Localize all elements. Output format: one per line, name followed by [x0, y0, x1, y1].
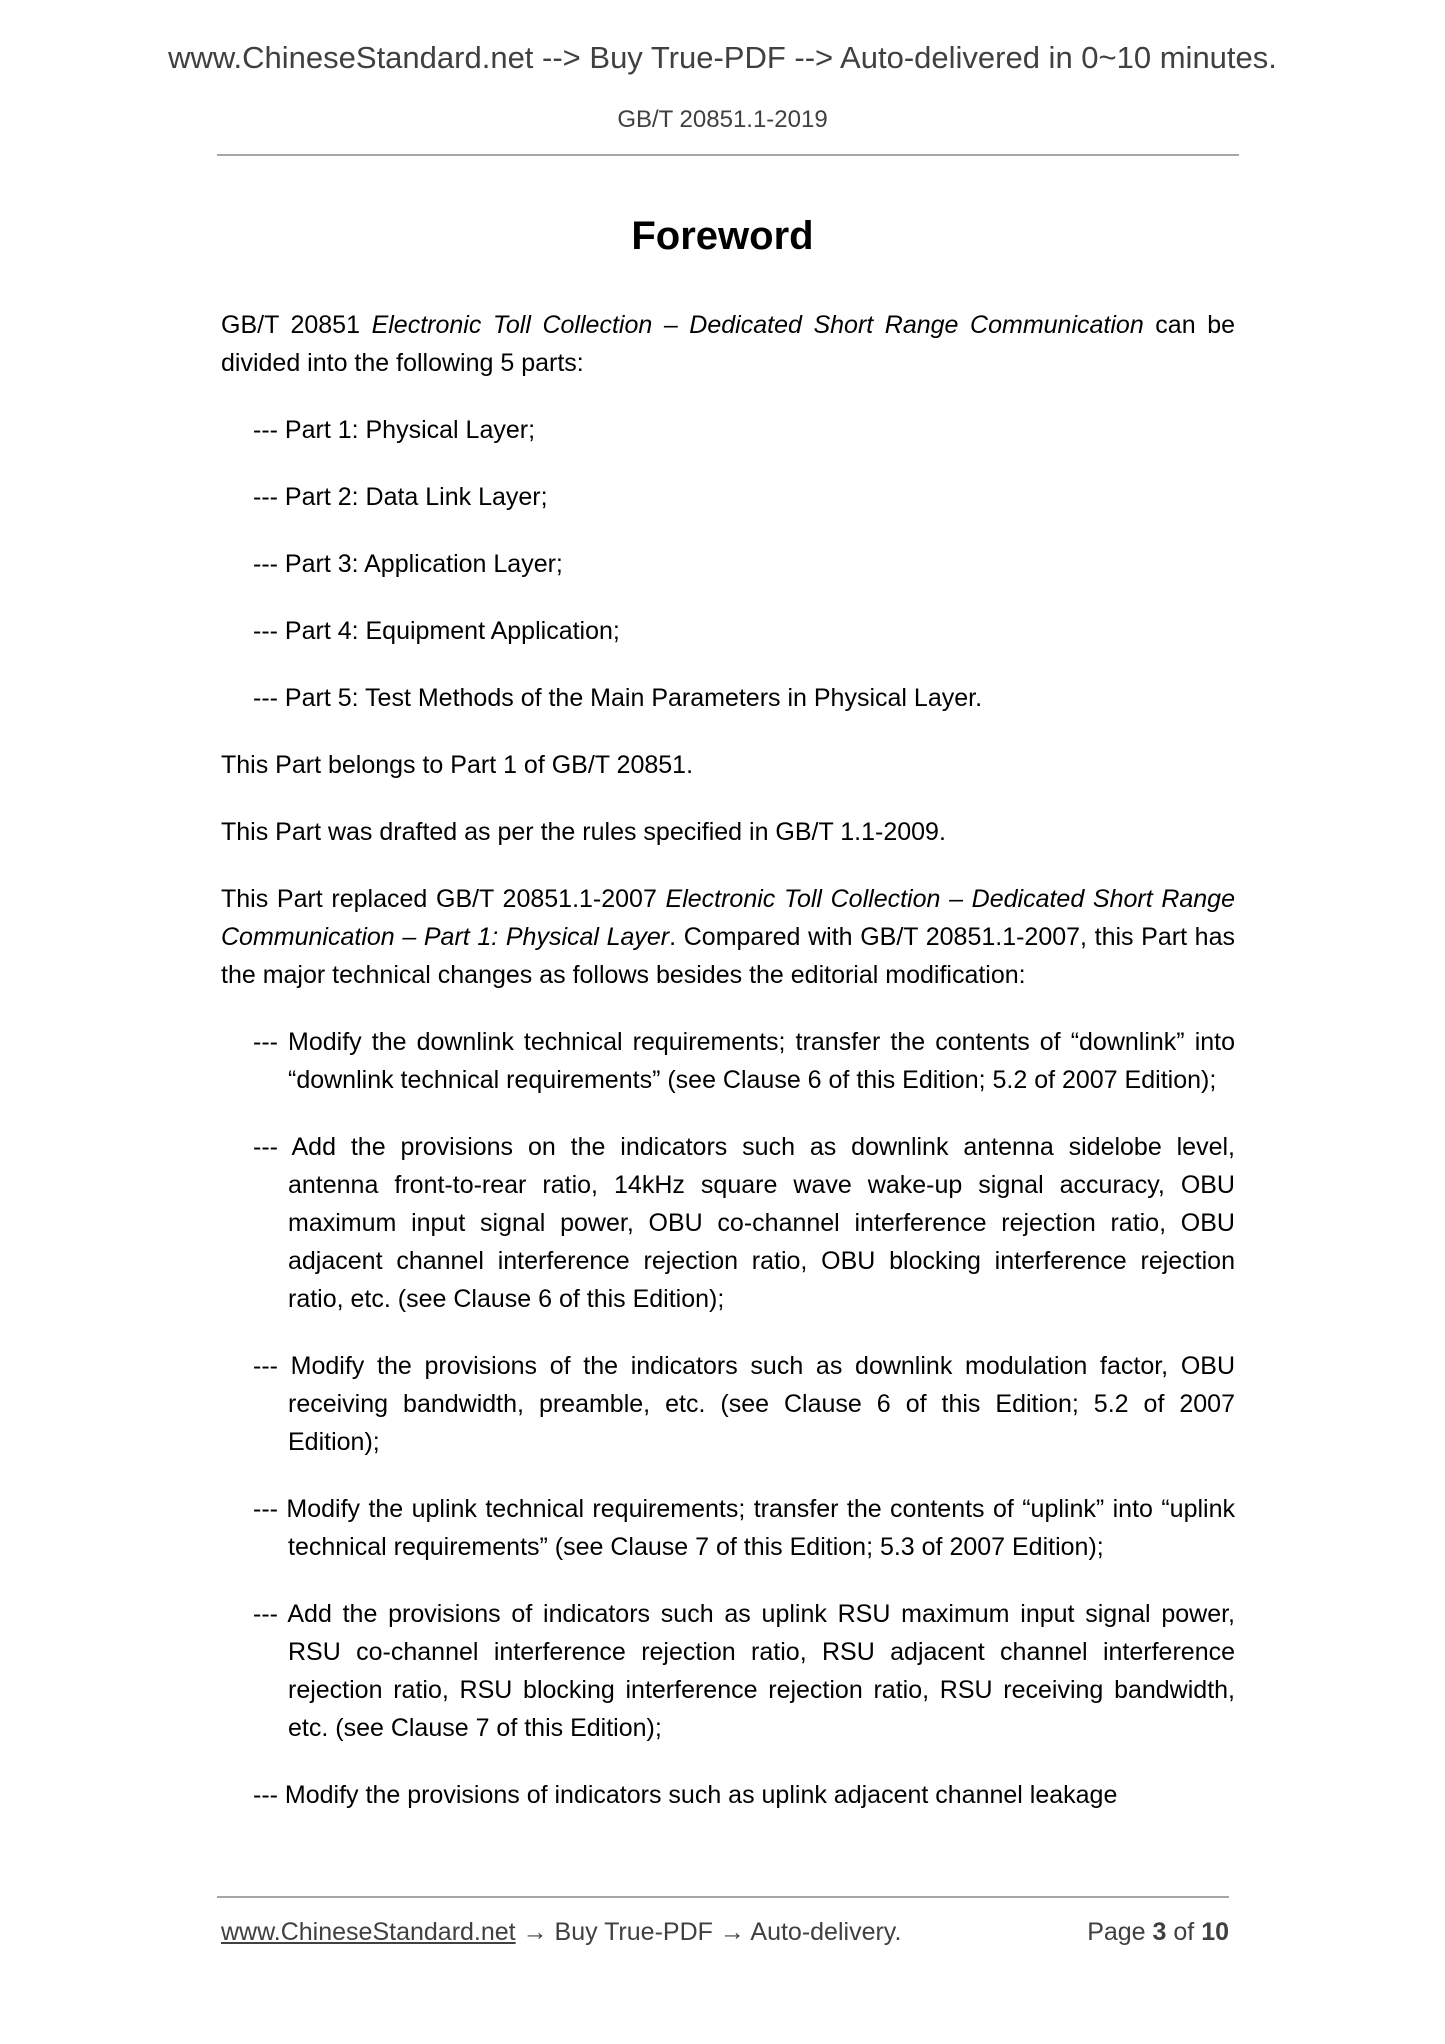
part-item: --- Part 4: Equipment Application;	[253, 617, 620, 645]
change-item: --- Modify the provisions of the indicators such as downlink modulation factor, OBU receiving bandwidth, preamble, etc. (see Clause 6 of this Edition; 5.2 of 2007 Edition);	[253, 1352, 1235, 1456]
total-pages: 10	[1201, 1918, 1229, 1946]
footer-text: → Buy True-PDF → Auto-delivery.	[515, 1918, 902, 1946]
text: This Part replaced GB/T 20851.1-2007	[221, 885, 666, 913]
part-item: --- Part 5: Test Methods of the Main Parameters in Physical Layer.	[253, 684, 983, 712]
footer-divider	[217, 1896, 1229, 1898]
of-label: of	[1166, 1918, 1202, 1946]
part-item: --- Part 1: Physical Layer;	[253, 416, 536, 444]
page-indicator	[1087, 1918, 1229, 1947]
document-body	[221, 306, 1235, 1843]
text: GB/T 20851	[221, 311, 372, 339]
footer	[221, 1918, 1229, 1947]
change-item: --- Modify the uplink technical requirements; transfer the contents of “uplink” into “uplink technical requirements” (see Clause 7 of this Edition; 5.3 of 2007 Edition);	[253, 1495, 1235, 1561]
change-item: --- Add the provisions on the indicators such as downlink antenna sidelobe level, antenna front-to-rear ratio, 14kHz square wave wake-up signal accuracy, OBU maximum input signal power, OBU co-channel interference rejection ratio, OBU adjacent channel interference rejection ratio, OBU blocking interference rejection ratio, etc. (see Clause 6 of this Edition);	[253, 1133, 1235, 1313]
text: . Compared with GB/T 20851.1-2007, this Part has the major technical changes as follows besides the editorial modification:	[221, 923, 1235, 989]
change-item: --- Add the provisions of indicators such as uplink RSU maximum input signal power, RSU co-channel interference rejection ratio, RSU adjacent channel interference rejection ratio, RSU blocking interference rejection ratio, RSU receiving bandwidth, etc. (see Clause 7 of this Edition);	[253, 1600, 1235, 1742]
page-label: Page	[1087, 1918, 1153, 1946]
footer-promo	[221, 1918, 901, 1947]
banner: www.ChineseStandard.net --> Buy True-PDF --> Auto-delivered in 0~10 minutes.	[168, 40, 1277, 75]
intro-paragraph	[221, 306, 1235, 382]
change-item: --- Modify the downlink technical requirements; transfer the contents of “downlink” into “downlink technical requirements” (see Clause 6 of this Edition; 5.2 of 2007 Edition);	[253, 1028, 1235, 1094]
standard-title: Electronic Toll Collection – Dedicated Short Range Communication – Part 1: Physical Layer	[221, 885, 1235, 951]
part-item: --- Part 2: Data Link Layer;	[253, 483, 548, 511]
header-divider	[217, 154, 1239, 156]
page-title: Foreword	[631, 214, 814, 258]
standard-title: Electronic Toll Collection – Dedicated Short Range Communication	[371, 311, 1144, 339]
website-link[interactable]: www.ChineseStandard.net	[221, 1918, 516, 1946]
document-id: GB/T 20851.1-2019	[617, 106, 828, 133]
replacement-paragraph	[221, 880, 1235, 994]
paragraph: This Part belongs to Part 1 of GB/T 20851.	[221, 751, 694, 779]
current-page: 3	[1152, 1918, 1167, 1946]
change-item: --- Modify the provisions of indicators such as uplink adjacent channel leakage	[253, 1781, 1118, 1809]
paragraph: This Part was drafted as per the rules specified in GB/T 1.1-2009.	[221, 818, 946, 846]
text: can be divided into the following 5 parts:	[221, 311, 1236, 377]
part-item: --- Part 3: Application Layer;	[253, 550, 563, 578]
